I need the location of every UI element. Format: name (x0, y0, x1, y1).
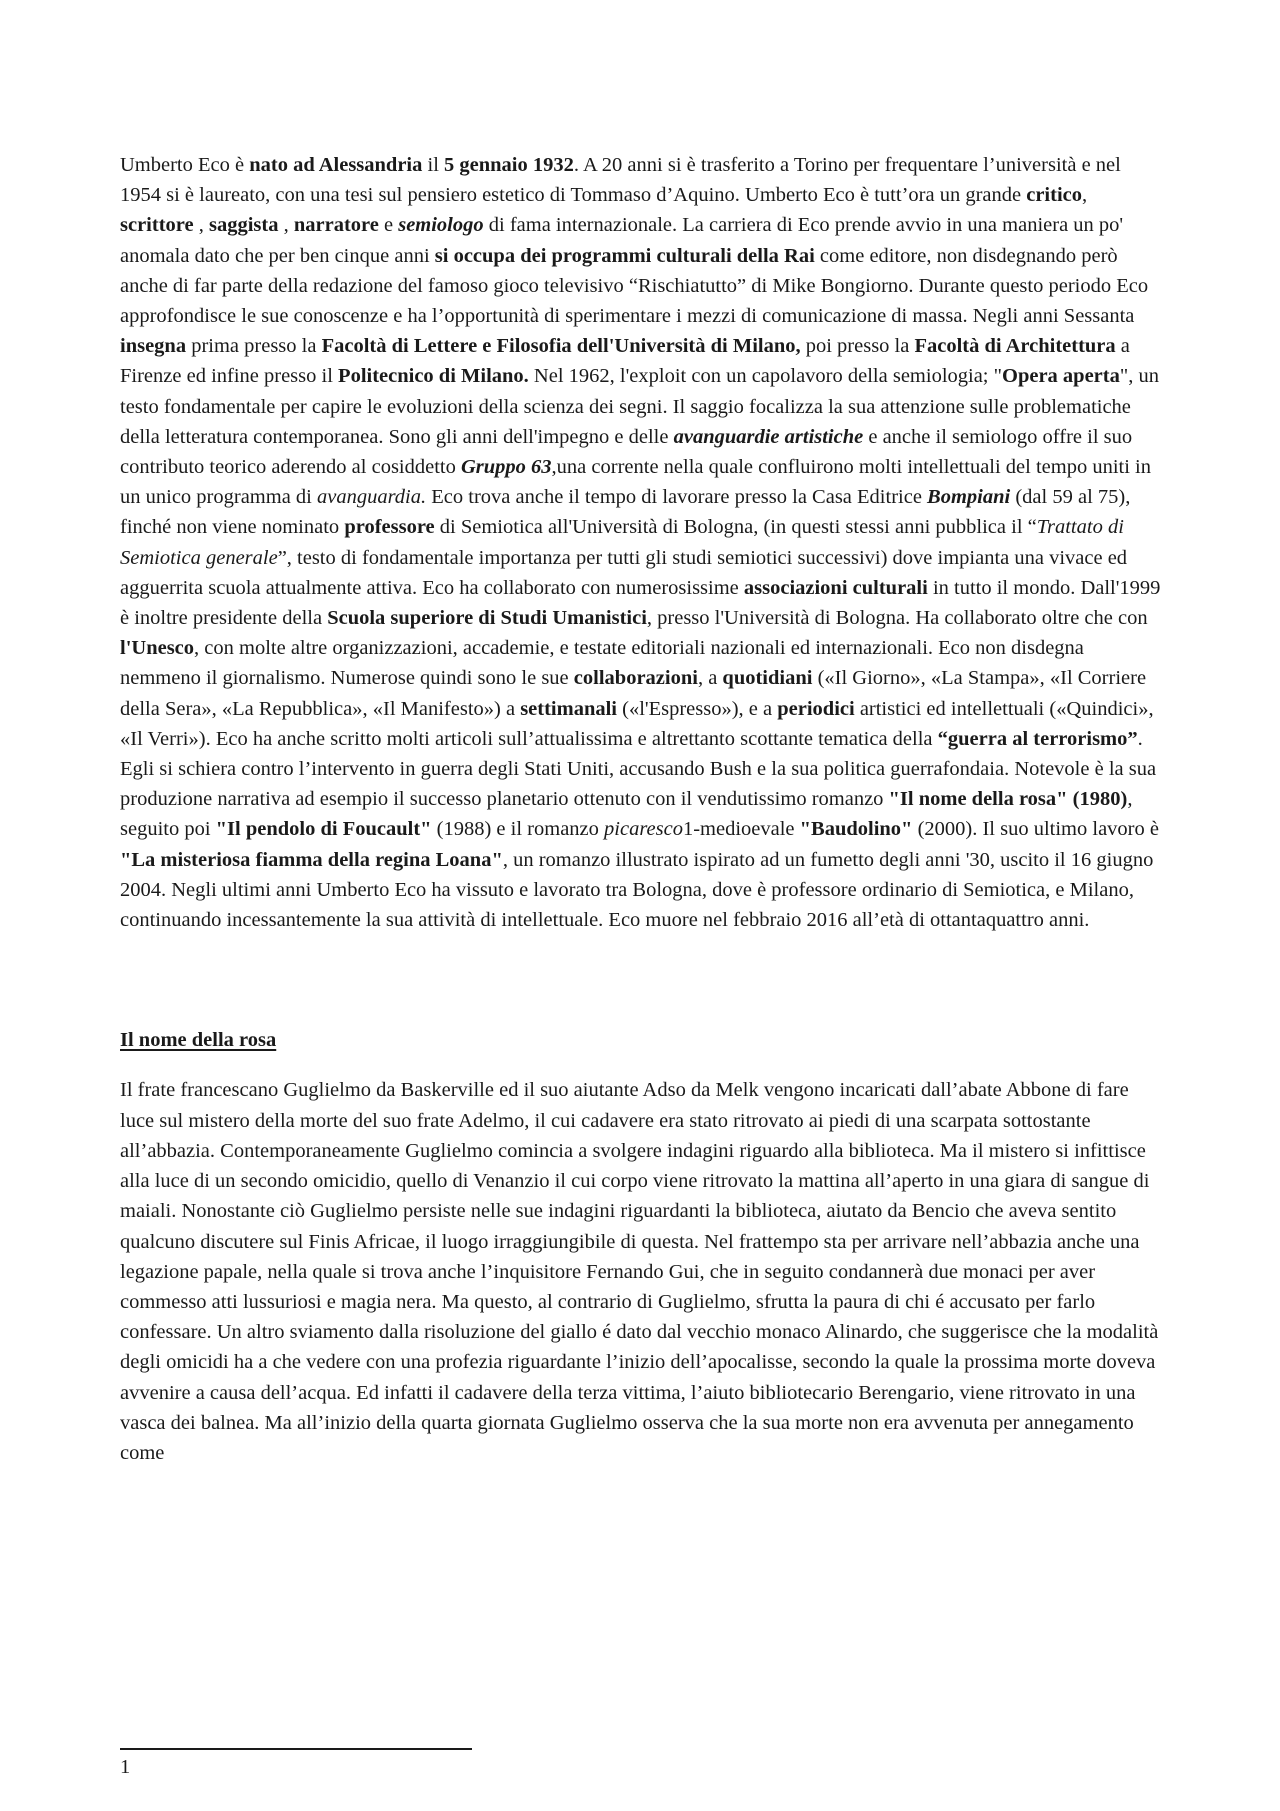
emphasis-run: Politecnico di Milano. (338, 365, 529, 388)
text-run: , (193, 214, 209, 237)
text-run: Nel 1962, l'exploit con un capolavoro della semiologia; " (528, 365, 1002, 388)
text-run: ", un testo fondamentale per capire le evoluzioni della scienza dei segni. Il saggio focalizza la sua attenzione sulle problematiche della letteratura contemporanea. Sono gli anni dell'impegno e delle (120, 365, 1159, 448)
text-run: come editore, non disdegnando però anche di far parte della redazione del famoso gioco televisivo “Rischiatutto” di Mike Bongiorno. Durante questo periodo Eco approfondisce le sue conoscenze e ha l’opportunità di sperimentare i mezzi di comunicazione di massa. Negli anni Sessanta (120, 244, 1149, 328)
emphasis-run: critico (1026, 184, 1082, 207)
biography-paragraph (120, 150, 1165, 935)
emphasis-run: si occupa dei programmi culturali della Rai (434, 244, 815, 267)
emphasis-run: professore (344, 516, 435, 539)
emphasis-run: Bompiani (927, 486, 1011, 509)
text-run: («l'Espresso»), e a (617, 697, 778, 720)
text-run: , un romanzo illustrato ispirato ad un fumetto degli anni '30, uscito il 16 giugno 2004. Negli ultimi anni Umberto Eco ha vissuto e lavorato tra Bologna, dove è professore ordinario di Semiotica, e Milano, continuando incessantemente la sua attività di intellettuale. Eco muore nel febbraio 2016 all’età di ottantaquattro anni. (120, 848, 1154, 932)
emphasis-run: semiologo (398, 214, 484, 237)
emphasis-run: narratore (293, 214, 379, 237)
text-run: 1-medioevale (682, 818, 800, 841)
emphasis-run: settimanali (520, 697, 617, 720)
text-run: (2000). Il suo ultimo lavoro è (912, 818, 1159, 841)
emphasis-run: Trattato di Semiotica generale (120, 516, 1124, 569)
text-run: , seguito poi (120, 788, 1133, 841)
text-run: , con molte altre organizzazioni, accademie, e testate editoriali nazionali ed internazionali. Eco non disdegna nemmeno il giornalismo. Numerose quindi sono le sue (120, 637, 1084, 690)
text-run: (1988) e il romanzo (431, 818, 605, 841)
text-run: , a (697, 667, 723, 690)
text-run: , presso l'Università di Bologna. Ha collaborato oltre che con (646, 607, 1148, 630)
emphasis-run: avanguardie artistiche (673, 425, 864, 448)
text-run: a Firenze ed infine presso il (120, 335, 1130, 388)
text-run: prima presso la (186, 335, 322, 358)
emphasis-run: collaborazioni (573, 667, 698, 690)
footnote-separator (120, 1748, 472, 1750)
text-run: e anche il semiologo offre il suo contributo teorico aderendo al cosiddetto (120, 425, 1133, 479)
footnote-number: 1 (120, 1756, 131, 1778)
emphasis-run: Scuola superiore di Studi Umanistici (327, 607, 647, 630)
emphasis-run: quotidiani (722, 667, 813, 690)
text-run: Eco trova anche il tempo di lavorare presso la Casa Editrice (426, 486, 928, 509)
emphasis-run: avanguardia. (316, 486, 427, 509)
emphasis-run: "Il nome della rosa" (1980) (888, 788, 1128, 811)
document-page (120, 150, 1165, 1468)
emphasis-run: "La misteriosa fiamma della regina Loana" (120, 848, 503, 871)
text-run: il (422, 154, 445, 176)
emphasis-run: "Il pendolo di Foucault" (215, 818, 432, 841)
emphasis-run: associazioni culturali (743, 576, 928, 599)
emphasis-run: Gruppo 63 (460, 456, 552, 479)
text-run: in tutto il mondo. Dall'1999 è inoltre presidente della (120, 576, 1161, 630)
text-run: Umberto Eco è (120, 154, 250, 176)
section-heading: Il nome della rosa (120, 1029, 277, 1052)
emphasis-run: Opera aperta (1002, 365, 1120, 388)
emphasis-run: insegna (120, 335, 187, 358)
emphasis-run: “guerra al terrorismo” (937, 727, 1138, 750)
text-run: artistici ed intellettuali («Quindici», «Il Verri»). Eco ha anche scritto molti articoli sull’attualissima e altrettanto scottante tematica della (120, 697, 1154, 750)
emphasis-run: Facoltà di Lettere e Filosofia dell'Università di Milano, (321, 335, 801, 358)
text-run: , (1082, 184, 1088, 207)
text-run: . A 20 anni si è trasferito a Torino per frequentare l’università e nel 1954 si è laureato, con una tesi sul pensiero estetico di Tommaso d’Aquino. Umberto Eco è tutt’ora un grande (120, 154, 1121, 207)
emphasis-run: scrittore (120, 214, 194, 237)
text-run: ”, testo di fondamentale importanza per tutti gli studi semiotici successivi) dove impianta una vivace ed agguerrita scuola attualmente attiva. Eco ha collaborato con numerosissime (120, 546, 1128, 599)
text-run: di fama internazionale. La carriera di Eco prende avvio in una maniera un po' anomala dato che per ben cinque anni (120, 214, 1124, 267)
emphasis-run: 5 gennaio 1932 (444, 154, 574, 176)
text-run: di Semiotica all'Università di Bologna, (in questi stessi anni pubblica il “ (434, 516, 1037, 539)
text-run: , (278, 214, 294, 237)
text-run: («Il Giorno», «La Stampa», «Il Corriere della Sera», «La Repubblica», «Il Manifesto») a (120, 667, 1147, 720)
emphasis-run: l'Unesco (120, 637, 195, 660)
text-run: . Egli si schiera contro l’intervento in guerra degli Stati Uniti, accusando Bush e la sua politica guerrafondaia. Notevole è la sua produzione narrativa ad esempio il successo planetario ottenuto con il vendutissimo romanzo (120, 727, 1157, 811)
emphasis-run: Facoltà di Architettura (914, 335, 1116, 358)
text-run: (dal 59 al 75), finché non viene nominato (120, 486, 1131, 539)
text-run: poi presso la (800, 335, 915, 358)
emphasis-run: periodici (777, 697, 855, 720)
emphasis-run: picaresco (604, 818, 683, 841)
emphasis-run: "Baudolino" (799, 818, 913, 841)
emphasis-run: saggista (208, 214, 279, 237)
text-run: e (378, 214, 399, 237)
summary-paragraph: Il frate francescano Guglielmo da Baskerville ed il suo aiutante Adso da Melk vengono incaricati dall’abate Abbone di fare luce sul mistero della morte del suo frate Adelmo, il cui cadavere era stato ritrovato ai piedi di una scarpata sottostante all’abbazia. Contemporaneamente Guglielmo comincia a svolgere indagini riguardo alla biblioteca. Ma il mistero si infittisce alla luce di un secondo omicidio, quello di Venanzio il cui corpo viene ritrovato la mattina all’aperto in una giara di sangue di maiali. Nonostante ciò Guglielmo persiste nelle sue indagini riguardanti la biblioteca, aiutato da Bencio che aveva sentito qualcuno discutere sul Finis Africae, il luogo irraggiungibile di questa. Nel frattempo sta per arrivare nell’abbazia anche una legazione papale, nella quale si trova anche l’inquisitore Fernando Gui, che in seguito condannerà due monaci per aver commesso atti lussuriosi e magia nera. Ma questo, al contrario di Guglielmo, sfrutta la paura di chi é accusato per farlo confessare. Un altro sviamento dalla risoluzione del giallo é dato dal vecchio monaco Alinardo, che suggerisce che la modalità degli omicidi ha a che vedere con una profezia riguardante l’inizio dell’apocalisse, secondo la quale la prossima morte doveva avvenire a causa dell’acqua. Ed infatti il cadavere della terza vittima, l’aiuto bibliotecario Berengario, viene ritrovato in una vasca dei balnea. Ma all’inizio della quarta giornata Guglielmo osserva che la sua morte non era avvenuta per annegamento come (120, 1079, 1159, 1464)
text-run: ,una corrente nella quale confluirono molti intellettuali del tempo uniti in un unico programma di (120, 456, 1152, 509)
emphasis-run: nato ad Alessandria (249, 154, 423, 176)
